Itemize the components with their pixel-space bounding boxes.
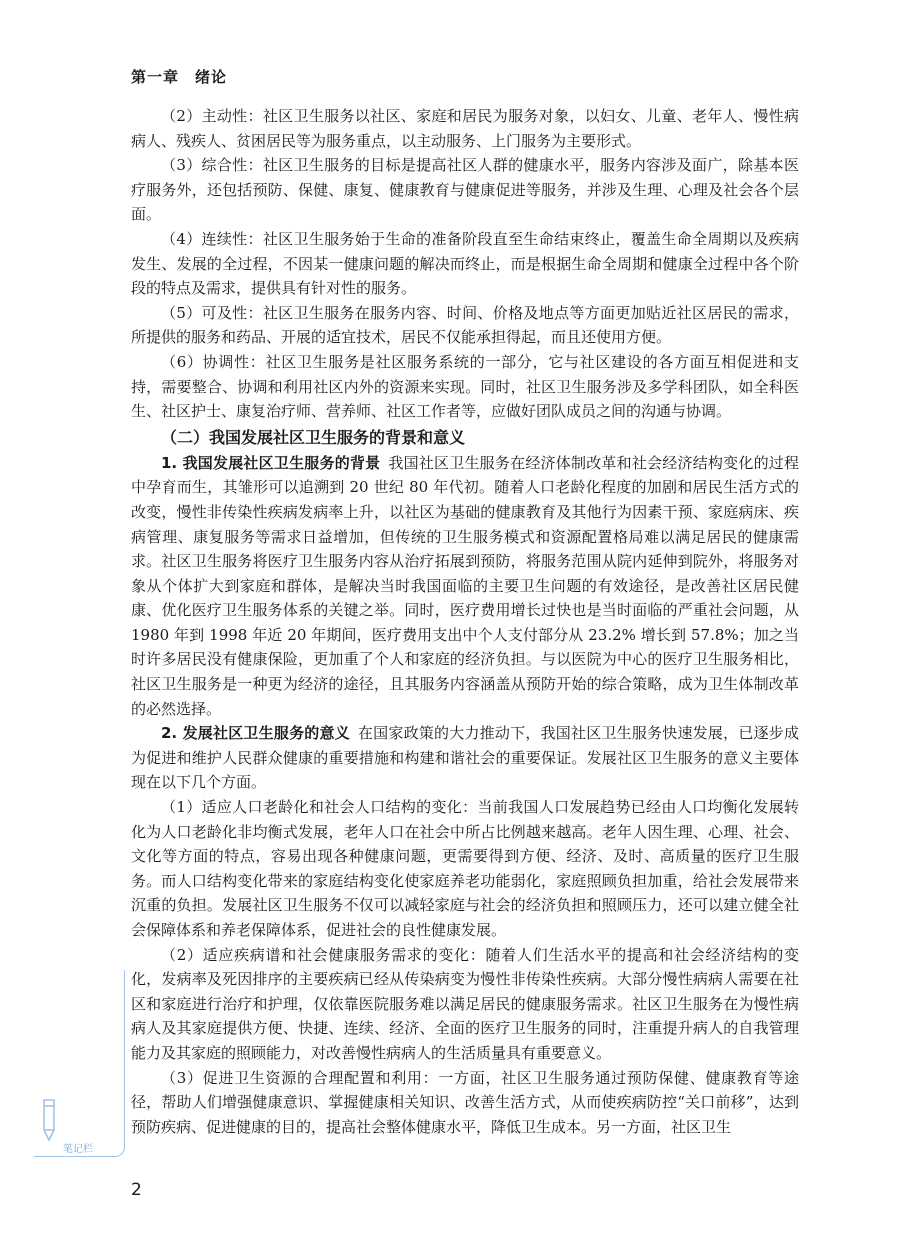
- paragraph-accessibility: （5）可及性：社区卫生服务在服务内容、时间、价格及地点等方面更加贴近社区居民的需求，所提供的服务和药品、开展的适宜技术，居民不仅能承担得起，而且还使用方便。: [131, 303, 799, 347]
- paragraph-coordination: （6）协调性：社区卫生服务是社区服务系统的一部分，它与社区建设的各方面互相促进和支持，需要整合、协调和利用社区内外的资源来实现。同时，社区卫生服务涉及多学科团队，如全科医生、社区护士、康复治疗师、营养师、社区工作者等，应做好团队成员之间的沟通与协调。: [131, 352, 799, 421]
- paragraph-resources: （3）促进卫生资源的合理配置和利用：一方面，社区卫生服务通过预防保健、健康教育等途径，帮助人们增强健康意识、掌握健康相关知识、改善生活方式，从而使疾病防控“关口前移”，达到预防疾病、促进健康的目的，提高社会整体健康水平，降低卫生成本。另一方面，社区卫生: [131, 1068, 799, 1136]
- paragraph-disease-spectrum: （2）适应疾病谱和社会健康服务需求的变化：随着人们生活水平的提高和社会经济结构的变化，发病率及死因排序的主要疾病已经从传染病变为慢性非传染性疾病。大部分慢性病病人需要在社区和家庭进行治疗和护理，仅依靠医院服务难以满足居民的健康服务需求。社区卫生服务在为慢性病病人及其家庭提供方便、快捷、连续、经济、全面的医疗卫生服务的同时，注重提升病人的自我管理能力及其家庭的照顾能力，对改善慢性病病人的生活质量具有重要意义。: [131, 945, 799, 1062]
- paragraph-continuity: （4）连续性：社区卫生服务始于生命的准备阶段直至生命结束终止，覆盖生命全周期以及疾病发生、发展的全过程，不因某一健康问题的解决而终止，而是根据生命全周期和健康全过程中各个阶段的特点及需求，提供具有针对性的服务。: [131, 229, 799, 298]
- significance-lead: 2. 发展社区卫生服务的意义: [161, 724, 350, 743]
- note-sidebar: [0, 970, 128, 1160]
- paragraph-background: [131, 451, 799, 722]
- page-body: [131, 104, 799, 1139]
- background-text: 我国社区卫生服务在经济体制改革和社会经济结构变化的过程中孕育而生，其雏形可以追溯到 20 世纪 80 年代初。随着人口老龄化程度的加剧和居民生活方式的改变，慢性非传染性疾病发病率上升，以社区为基础的健康教育及其他行为因素干预、家庭病床、疾病管理、康复服务等需求日益增加，但传统的卫生服务模式和资源配置格局难以满足居民的健康需求。社区卫生服务将医疗卫生服务内容从治疗拓展到预防，将服务范围从院内延伸到院外，将服务对象从个体扩大到家庭和群体，是解决当时我国面临的主要卫生问题的有效途径，是改善社区居民健康、优化医疗卫生服务体系的关键之举。同时，医疗费用增长过快也是当时面临的严重社会问题，从 1980 年到 1998 年近 20 年期间，医疗费用支出中个人支付部分从 23.2% 增长到 57.8%；加之当时许多居民没有健康保险，更加重了个人和家庭的经济负担。与以医院为中心的医疗卫生服务相比，社区卫生服务是一种更为经济的途径，且其服务内容涵盖从预防开始的综合策略，成为卫生体制改革的必然选择。: [131, 453, 799, 718]
- chapter-header: 第一章 绪论: [131, 68, 228, 86]
- background-lead: 1. 我国发展社区卫生服务的背景: [161, 453, 381, 472]
- pencil-icon: [36, 1096, 62, 1144]
- page-number: 2: [131, 1180, 142, 1200]
- paragraph-comprehensive: （3）综合性：社区卫生服务的目标是提高社区人群的健康水平，服务内容涉及面广，除基本医疗服务外，还包括预防、保健、康复、健康教育与健康促进等服务，并涉及生理、心理及社会各个层面。: [131, 156, 799, 224]
- section-heading: （二）我国发展社区卫生服务的背景和意义: [161, 427, 466, 447]
- note-label: 笔记栏: [60, 1140, 96, 1155]
- significance-text: 在国家政策的大力推动下，我国社区卫生服务快速发展，已逐步成为促进和维护人民群众健康的重要措施和构建和谐社会的重要保证。发展社区卫生服务的意义主要体现在以下几个方面。: [131, 724, 799, 792]
- paragraph-significance: [131, 721, 799, 795]
- paragraph-proactive: （2）主动性：社区卫生服务以社区、家庭和居民为服务对象，以妇女、儿童、老年人、慢性病病人、残疾人、贫困居民等为服务重点，以主动服务、上门服务为主要形式。: [131, 107, 799, 150]
- paragraph-aging: （1）适应人口老龄化和社会人口结构的变化：当前我国人口发展趋势已经由人口均衡化发展转化为人口老龄化非均衡式发展，老年人口在社会中所占比例越来越高。老年人因生理、心理、社会、文化等方面的特点，容易出现各种健康问题，更需要得到方便、经济、及时、高质量的医疗卫生服务。而人口结构变化带来的家庭结构变化使家庭养老功能弱化，家庭照顾负担加重，给社会发展带来沉重的负担。发展社区卫生服务不仅可以减轻家庭与社会的经济负担和照顾压力，还可以建立健全社会保障体系和养老保障体系，促进社会的良性健康发展。: [131, 798, 799, 939]
